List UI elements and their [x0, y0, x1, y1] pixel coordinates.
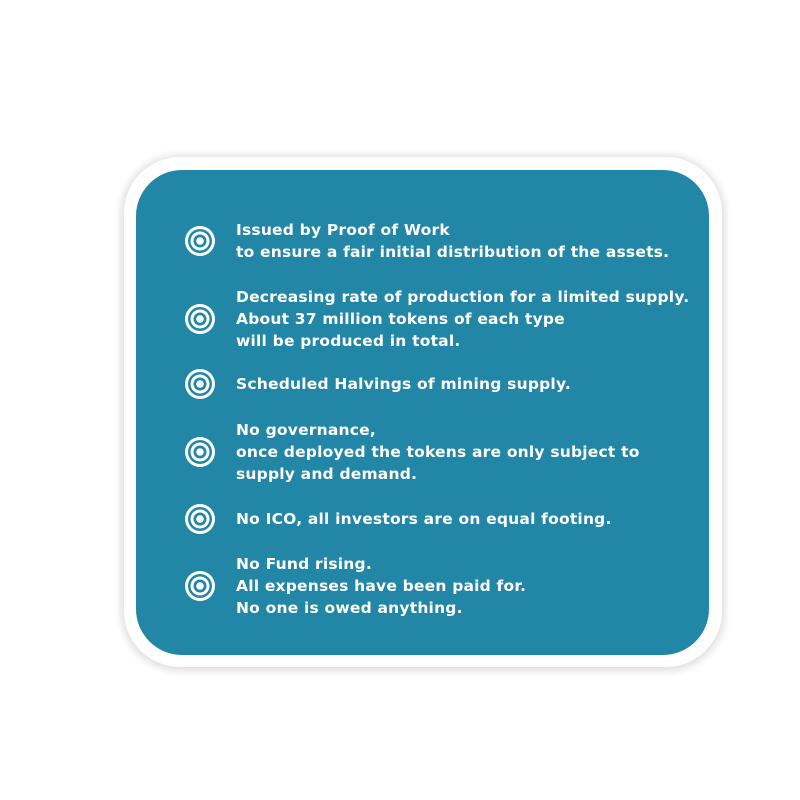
list-item-no-ico — [136, 508, 709, 530]
list-item-halvings — [136, 373, 709, 395]
text-line: All expenses have been paid for. — [236, 577, 527, 595]
target-icon — [184, 303, 216, 335]
target-icon — [184, 368, 216, 400]
list-item-text — [236, 373, 706, 395]
list-item-text — [236, 286, 706, 352]
target-icon — [184, 436, 216, 468]
text-line: About 37 million tokens of each type — [236, 310, 565, 328]
feature-card — [136, 170, 709, 655]
list-item-text — [236, 553, 706, 619]
text-line: to ensure a fair initial distribution of the assets. — [236, 243, 670, 261]
list-item-no-governance — [136, 419, 709, 485]
text-line: Decreasing rate of production for a limited supply. — [236, 288, 690, 306]
list-item-text — [236, 219, 706, 263]
list-item-text — [236, 419, 706, 485]
list-item-proof-of-work — [136, 219, 709, 263]
target-icon — [184, 225, 216, 257]
text-line: No governance, — [236, 421, 376, 439]
text-line: once deployed the tokens are only subject to — [236, 443, 640, 461]
target-icon — [184, 503, 216, 535]
list-item-text — [236, 508, 706, 530]
text-line: No one is owed anything. — [236, 599, 463, 617]
text-line: will be produced in total. — [236, 332, 461, 350]
list-item-no-fund-rising — [136, 553, 709, 619]
text-line: Issued by Proof of Work — [236, 221, 450, 239]
text-line: No Fund rising. — [236, 555, 372, 573]
text-line: Scheduled Halvings of mining supply. — [236, 375, 571, 393]
text-line: supply and demand. — [236, 465, 418, 483]
list-item-decreasing-production — [136, 286, 709, 352]
target-icon — [184, 570, 216, 602]
text-line: No ICO, all investors are on equal footing. — [236, 510, 612, 528]
